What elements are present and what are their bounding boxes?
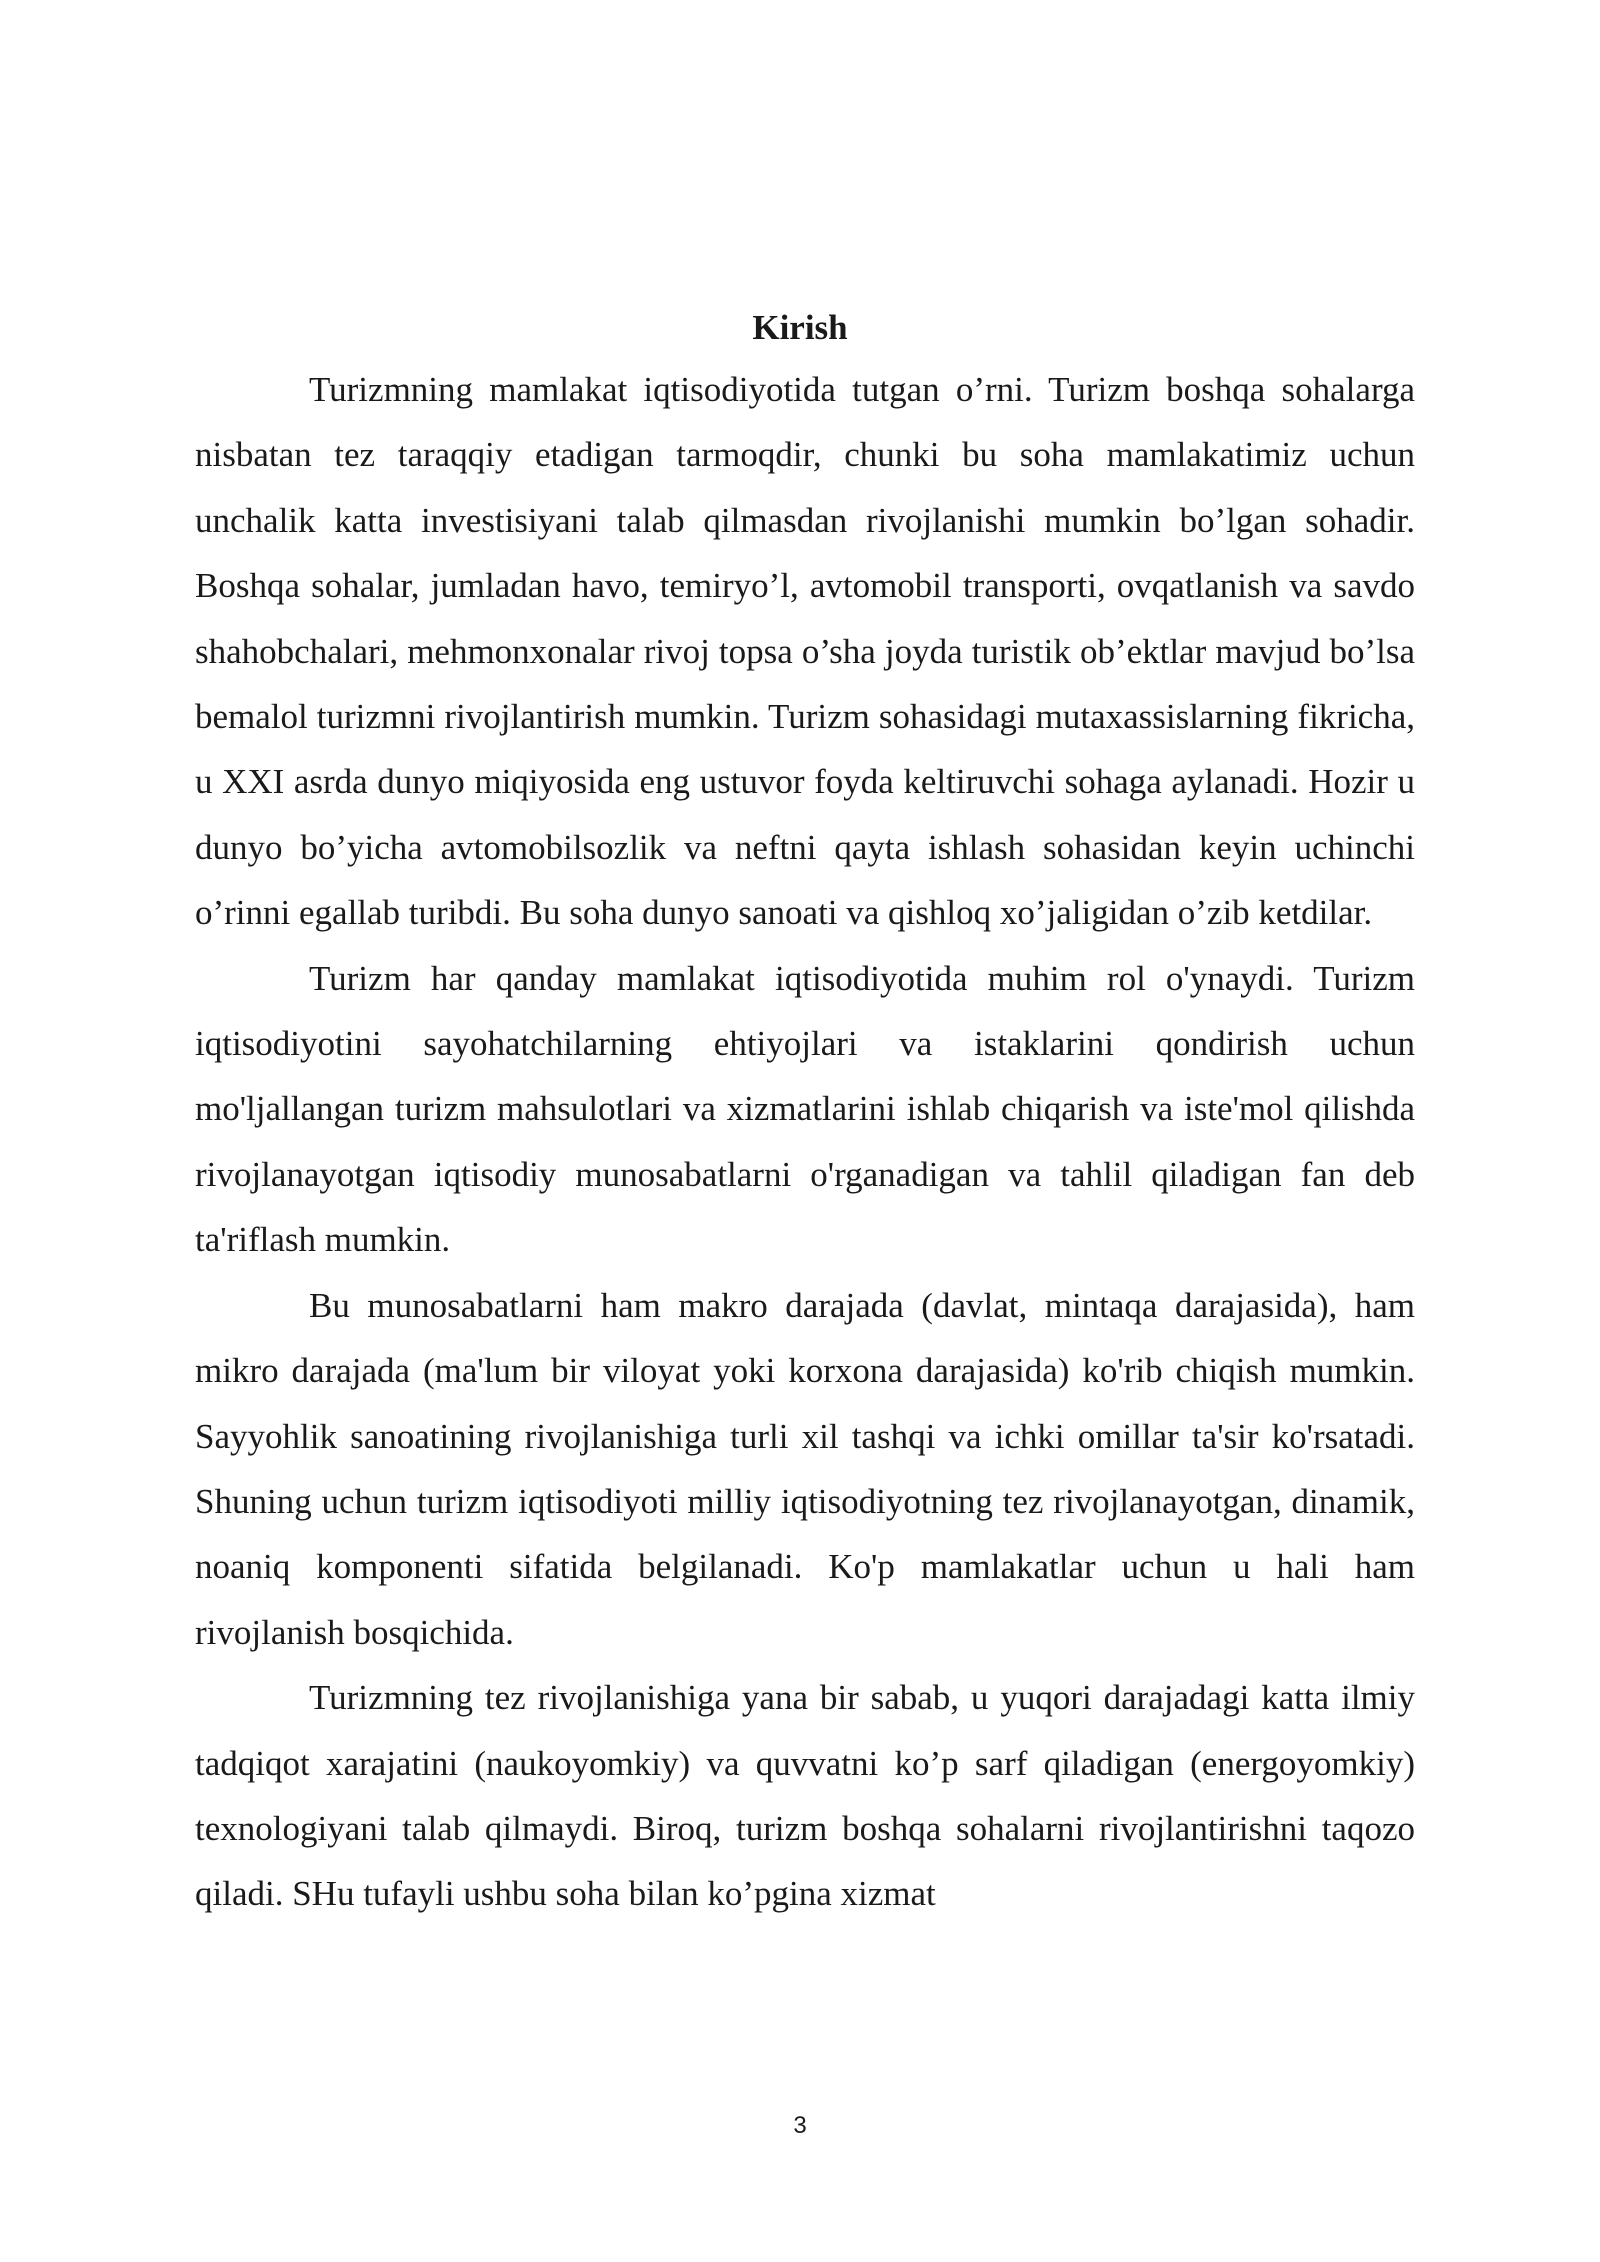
section-heading: Kirish	[752, 308, 848, 347]
paragraph-3: Bu munosabatlarni ham makro darajada (davlat, mintaqa darajasida), ham mikro darajada (ma'lum bir viloyat yoki korxona darajasida) ko'rib chiqish mumkin. Sayyohlik sanoatining rivojlanishiga turli xil tashqi va ichki omillar ta'sir ko'rsatadi. Shuning uchun turizm iqtisodiyoti milliy iqtisodiyotning tez rivojlanayotgan, dinamik, noaniq komponenti sifatida belgilanadi. Ko'p mamlakatlar uchun u hali ham rivojlanish bosqichida.	[195, 1285, 1415, 1652]
paragraph-2: Turizm har qanday mamlakat iqtisodiyotida muhim rol o'ynaydi. Turizm iqtisodiyotini sayohatchilarning ehtiyojlari va istaklarini qondirish uchun mo'ljallangan turizm mahsulotlari va xizmatlarini ishlab chiqarish va iste'mol qilishda rivojlanayotgan iqtisodiy munosabatlarni o'rganadigan va tahlil qiladigan fan deb ta'riflash mumkin.	[195, 958, 1415, 1260]
paragraph-4: Turizmning tez rivojlanishiga yana bir sabab, u yuqori darajadagi katta ilmiy tadqiqot xarajatini (naukoyomkiy) va quvvatni ko’p sarf qiladigan (energoyomkiy) texnologiyani talab qilmaydi. Biroq, turizm boshqa sohalarni rivojlantirishni taqozo qiladi. SHu tufayli ushbu soha bilan ko’pgina xizmat	[195, 1678, 1415, 1914]
page-number: 3	[793, 2112, 807, 2139]
body-text	[195, 357, 1415, 1927]
paragraph-1: Turizmning mamlakat iqtisodiyotida tutgan o’rni. Turizm boshqa sohalarga nisbatan tez taraqqiy etadigan tarmoqdir, chunki bu soha mamlakatimiz uchun unchalik katta investisiyani talab qilmasdan rivojlanishi mumkin bo’lgan sohadir. Boshqa sohalar, jumladan havo, temiryo’l, avtomobil transporti, ovqatlanish va savdo shahobchalari, mehmonxonalar rivoj topsa o’sha joyda turistik ob’ektlar mavjud bo’lsa bemalol turizmni rivojlantirish mumkin. Turizm sohasidagi mutaxassislarning fikricha, u XXI asrda dunyo miqiyosida eng ustuvor foyda keltiruvchi sohaga aylanadi. Hozir u dunyo bo’yicha avtomobilsozlik va neftni qayta ishlash sohasidan keyin uchinchi o’rinni egallab turibdi. Bu soha dunyo sanoati va qishloq xo’jaligidan o’zib ketdilar.	[195, 370, 1415, 933]
